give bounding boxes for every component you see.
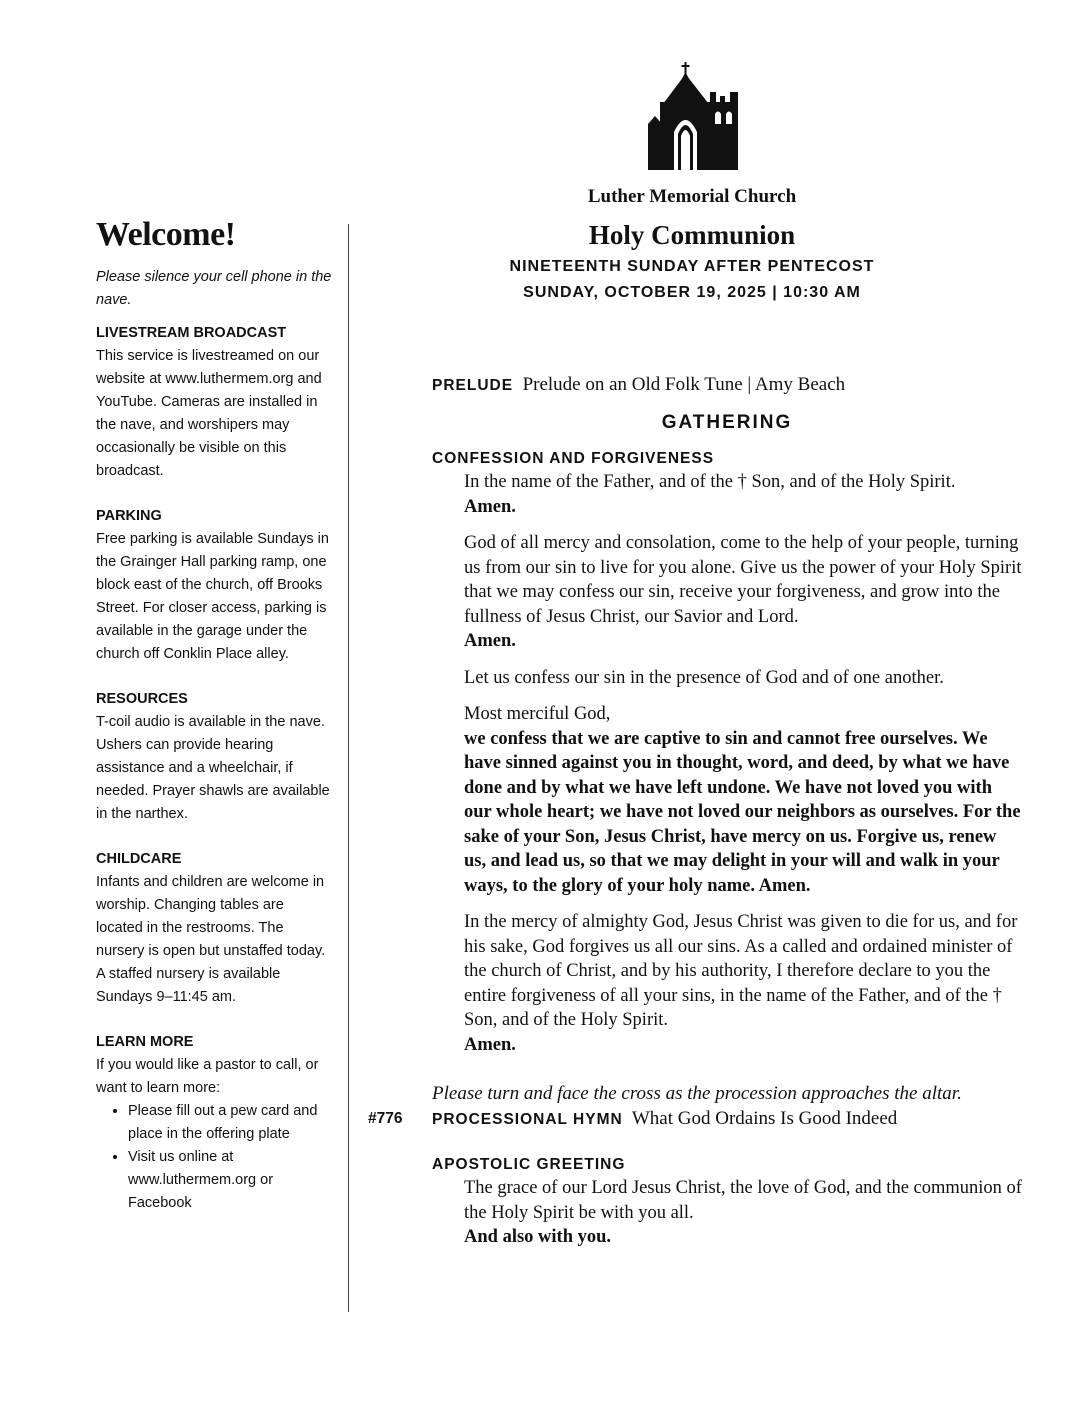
childcare-section <box>96 848 332 1009</box>
greeting-label: APOSTOLIC GREETING <box>432 1156 626 1173</box>
confession-block-1 <box>432 470 1022 519</box>
service-title: Holy Communion <box>588 220 796 250</box>
greeting-block <box>432 1176 1022 1250</box>
confession-block-5 <box>432 910 1022 1057</box>
section-heading: LIVESTREAM BROADCAST <box>96 325 287 341</box>
learn-more-section <box>96 1031 332 1215</box>
hymn-title: What God Ordains Is Good Indeed <box>631 1108 898 1129</box>
hymn-number: #776 <box>368 1110 403 1127</box>
leader-text: In the mercy of almighty God, Jesus Christ was given to die for us, and for his sake, God forgives us all our sins. As a called and ordained minister of the church of Christ, and by his authority, I therefore declare to you the entire forgiveness of all your sins, in the name of the Father, and of the † Son, and of the Holy Spirit. <box>464 912 1018 1030</box>
resources-section <box>96 688 332 826</box>
column-divider <box>348 224 349 1312</box>
leader-text: Most merciful God, <box>464 704 611 724</box>
section-text: Free parking is available Sundays in the Grainger Hall parking ramp, one block east of the church, off Brooks Street. For closer access, parking is available in the garage under the church off Conklin Place alley. <box>96 531 329 662</box>
sidebar-title: Welcome! <box>96 216 236 253</box>
leader-text: Let us confess our sin in the presence of God and of one another. <box>464 667 944 688</box>
section-text: Infants and children are welcome in worship. Changing tables are located in the restrooms. The nursery is open but unstaffed today. A staffed nursery is available Sundays 9–11:45 am. <box>96 874 326 1005</box>
leader-text: The grace of our Lord Jesus Christ, the love of God, and the communion of the Holy Spirit be with you all. <box>464 1178 1022 1223</box>
church-building-icon <box>646 62 738 170</box>
section-text: If you would like a pastor to call, or want to learn more: <box>96 1057 319 1096</box>
section-heading: RESOURCES <box>96 691 188 707</box>
section-text: This service is livestreamed on our website at www.luthermem.org and YouTube. Cameras are installed in the nave, and worshipers may occasionally be visible on this broadcast. <box>96 348 322 479</box>
list-item: • Please fill out a pew card and place in the offering plate <box>128 1100 332 1146</box>
leader-text: God of all mercy and consolation, come to the help of your people, turning us from our sin to live for you alone. Give us the power of your Holy Spirit that we may confess our sin, receive your forgiveness, and grow into the fullness of Jesus Christ, our Savior and Lord. <box>464 533 1022 627</box>
church-name: Luther Memorial Church <box>587 186 797 207</box>
prelude-row <box>432 372 1022 398</box>
prelude-label: PRELUDE <box>432 377 514 394</box>
confession-block-4 <box>432 702 1022 898</box>
response-text: Amen. <box>464 1034 516 1055</box>
response-text: Amen. <box>464 631 516 651</box>
confession-block-3 <box>432 666 1022 691</box>
section-heading: LEARN MORE <box>96 1034 194 1050</box>
procession-note: Please turn and face the cross as the procession approaches the altar. <box>432 1083 962 1104</box>
confession-label: CONFESSION AND FORGIVENESS <box>432 450 715 467</box>
processional-hymn-row <box>368 1106 1022 1132</box>
confession-block-2 <box>432 531 1022 654</box>
section-heading: PARKING <box>96 508 162 524</box>
liturgical-day: NINETEENTH SUNDAY AFTER PENTECOST <box>509 258 875 275</box>
service-date-time: SUNDAY, OCTOBER 19, 2025 | 10:30 AM <box>523 284 861 301</box>
gathering-heading: GATHERING <box>661 412 793 433</box>
cell-phone-note: Please silence your cell phone in the nave. <box>96 269 332 308</box>
response-text: And also with you. <box>464 1227 612 1247</box>
learn-more-list <box>96 1100 332 1215</box>
leader-text: In the name of the Father, and of the † Son, and of the Holy Spirit. <box>464 472 956 492</box>
welcome-sidebar <box>96 216 332 1237</box>
livestream-section <box>96 322 332 483</box>
response-text: we confess that we are captive to sin and cannot free ourselves. We have sinned against you in thought, word, and deed, by what we have done and by what we have left undone. We have not loved you with our whole heart; we have not loved our neighbors as ourselves. For the sake of your Son, Jesus Christ, have mercy on us. Forgive us, renew us, and lead us, so that we may delight in your will and walk in your ways, to the glory of your holy name. Amen. <box>464 728 1021 896</box>
hymn-label: PROCESSIONAL HYMN <box>432 1111 623 1128</box>
list-item: • Visit us online at www.luthermem.org or Facebook <box>128 1146 332 1215</box>
section-heading: CHILDCARE <box>96 851 182 867</box>
prelude-text: Prelude on an Old Folk Tune | Amy Beach <box>522 374 846 395</box>
parking-section <box>96 505 332 666</box>
liturgy-column <box>368 372 1022 1262</box>
section-text: T-coil audio is available in the nave. Ushers can provide hearing assistance and a wheelchair, if needed. Prayer shawls are available in the narthex. <box>96 714 330 822</box>
response-text: Amen. <box>464 496 516 517</box>
